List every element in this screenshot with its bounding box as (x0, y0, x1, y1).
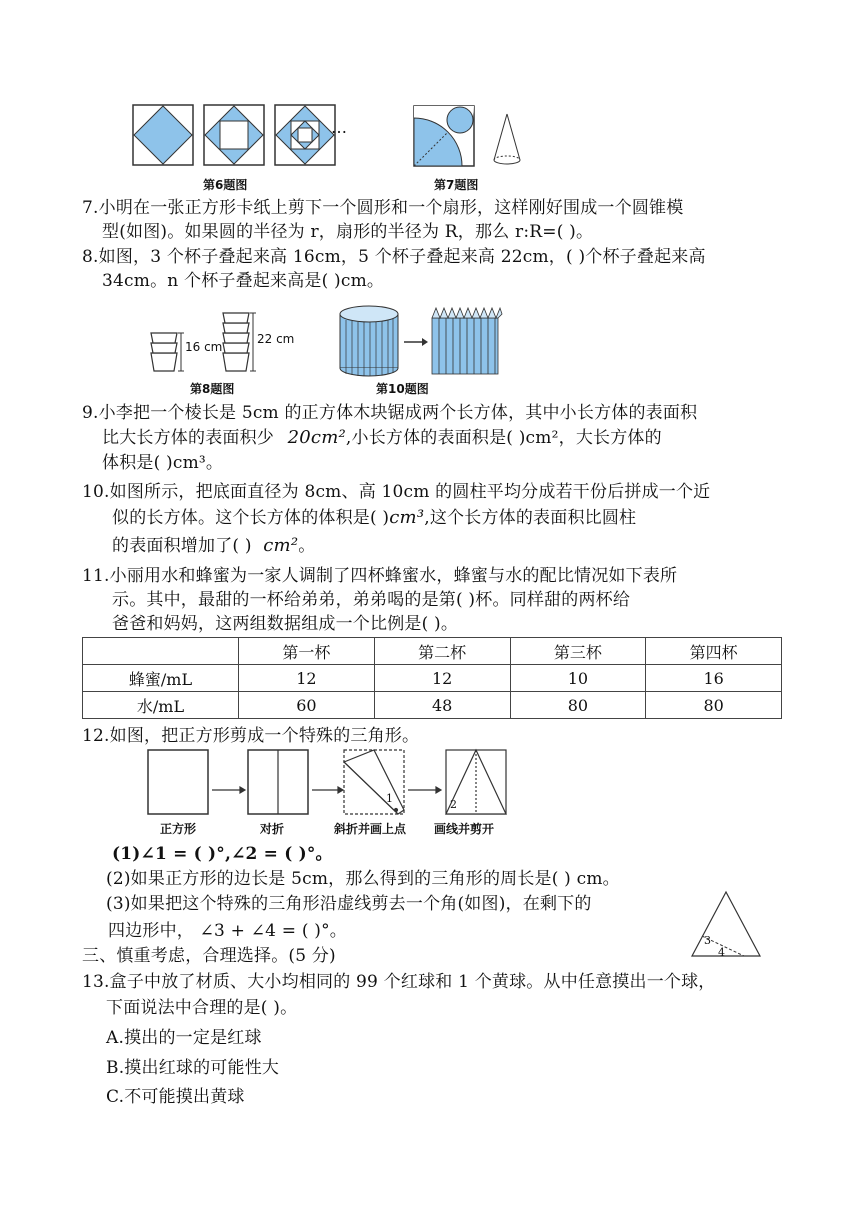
q10-line-3c: 。 (298, 536, 316, 556)
q12-angle-3-label: 3 (704, 934, 711, 947)
q9-math-area: 20cm² (287, 427, 346, 448)
arrow-icon (312, 787, 343, 793)
q10-line-2 (112, 507, 636, 529)
q6-square-2 (204, 105, 264, 165)
q12-part-1: (1)∠1 = ( )°,∠2 = ( )°。 (112, 844, 333, 864)
q10-figure (336, 302, 506, 378)
q6-caption: 第6题图 (203, 178, 248, 192)
q8-height-16: 16 cm (185, 340, 223, 354)
table-row (83, 692, 782, 719)
table-header-row (83, 638, 782, 665)
q9-line-2a: 比大长方体的表面积少 (102, 428, 274, 448)
q7-line-2: 型(如图)。如果圆的半径为 r，扇形的半径为 R，那么 r:R=( )。 (102, 222, 594, 242)
table-row (83, 665, 782, 692)
arrow-icon (212, 787, 245, 793)
q12-step-4: 画线并剪开 (434, 822, 495, 836)
table-cell: 12 (374, 665, 510, 692)
q11-line-3: 爸爸和妈妈，这两组数据组成一个比例是( )。 (112, 614, 459, 634)
q12-figure (146, 748, 518, 818)
section-3-heading: 三、慎重考虑，合理选择。(5 分) (82, 946, 336, 966)
table-cell: 60 (239, 692, 375, 719)
q13-line-2: 下面说法中合理的是( )。 (106, 998, 298, 1018)
q8-cups-3 (151, 333, 177, 371)
q10-unit-area: cm² (263, 535, 299, 556)
q12-part-2: (2)如果正方形的边长是 5cm，那么得到的三角形的周长是( ) cm。 (106, 869, 620, 889)
q13-option-b: B.摸出红球的可能性大 (106, 1058, 280, 1078)
q12-step-2: 对折 (260, 822, 285, 836)
q13-option-c: C.不可能摸出黄球 (106, 1087, 245, 1107)
table-cell: 48 (374, 692, 510, 719)
q7-figure (412, 104, 522, 168)
q11-line-2: 示。其中，最甜的一杯给弟弟，弟弟喝的是第( )杯。同样甜的两杯给 (112, 590, 631, 610)
table-header-cell: 第一杯 (239, 638, 375, 665)
q6-square-1 (133, 105, 193, 165)
q8-height-22: 22 cm (257, 332, 295, 346)
q12-angle-1-label: 1 (386, 792, 393, 805)
q8-caption: 第8题图 (190, 382, 235, 396)
table-header-cell: 第四杯 (646, 638, 782, 665)
table-cell: 蜂蜜/mL (83, 665, 239, 692)
q6-figure (132, 104, 352, 168)
arrow-icon (408, 787, 441, 793)
q6-square-3 (275, 105, 335, 165)
q13-option-a: A.摸出的一定是红球 (106, 1028, 262, 1048)
q8-cups-5 (223, 313, 249, 371)
q12-angle-2-label: 2 (450, 798, 457, 811)
table-header-cell (83, 638, 239, 665)
table-header-cell: 第三杯 (510, 638, 646, 665)
honey-water-table (82, 637, 782, 719)
q10-line-2a: 似的长方体。这个长方体的体积是( ) (112, 508, 390, 528)
table-cell: 16 (646, 665, 782, 692)
q7-caption: 第7题图 (434, 178, 479, 192)
q10-caption: 第10题图 (376, 382, 429, 396)
q10-line-2c: ,这个长方体的表面积比圆柱 (424, 508, 637, 528)
q10-cylinder (340, 306, 398, 376)
q12-step-1: 正方形 (160, 822, 197, 836)
q12-diagonal-fold (344, 750, 404, 814)
table-header-cell: 第二杯 (374, 638, 510, 665)
table-cell: 12 (239, 665, 375, 692)
q10-unit-volume: cm³ (389, 507, 425, 528)
q9-line-2c: ,小长方体的表面积是( )cm²，大长方体的 (345, 428, 662, 448)
q7-line-1: 7.小明在一张正方形卡纸上剪下一个圆形和一个扇形，这样刚好围成一个圆锥模 (82, 198, 684, 218)
q12-fold (248, 750, 308, 814)
table-cell: 10 (510, 665, 646, 692)
q9-line-2 (102, 427, 662, 449)
q12-square (148, 750, 208, 814)
q13-line-1: 13.盒子中放了材质、大小均相同的 99 个红球和 1 个黄球。从中任意摸出一个球， (82, 972, 716, 992)
q12-step-3: 斜折并画上点 (334, 822, 407, 836)
q7-cone (494, 114, 520, 164)
q12-line-1: 12.如图，把正方形剪成一个特殊的三角形。 (82, 726, 420, 746)
table-cell: 80 (510, 692, 646, 719)
q12-part-3b: 四边形中， ∠3 + ∠4 = ( )°。 (108, 921, 347, 941)
table-cell: 水/mL (83, 692, 239, 719)
arrow-icon (404, 338, 428, 346)
q12-cut-triangle (688, 888, 764, 960)
q11-line-1: 11.小丽用水和蜂蜜为一家人调制了四杯蜂蜜水，蜂蜜与水的配比情况如下表所 (82, 566, 678, 586)
q10-cuboid (432, 308, 502, 374)
q6-ellipsis: … (331, 118, 347, 137)
q9-line-1: 9.小李把一个棱长是 5cm 的正方体木块锯成两个长方体，其中小长方体的表面积 (82, 403, 698, 423)
table-cell: 80 (646, 692, 782, 719)
q10-line-1: 10.如图所示，把底面直径为 8cm、高 10cm 的圆柱平均分成若干份后拼成一个近 (82, 482, 711, 502)
q9-line-3: 体积是( )cm³。 (102, 453, 224, 473)
q8-line-2: 34cm。n 个杯子叠起来高是( )cm。 (102, 271, 385, 291)
q10-line-3a: 的表面积增加了( ) (112, 536, 252, 556)
q12-part-3a: (3)如果把这个特殊的三角形沿虚线剪去一个角(如图)，在剩下的 (106, 894, 592, 914)
q12-angle-4-label: 4 (718, 946, 725, 959)
q8-line-1: 8.如图，3 个杯子叠起来高 16cm，5 个杯子叠起来高 22cm，( )个杯子叠起来高 (82, 247, 706, 267)
q10-line-3 (112, 535, 315, 557)
